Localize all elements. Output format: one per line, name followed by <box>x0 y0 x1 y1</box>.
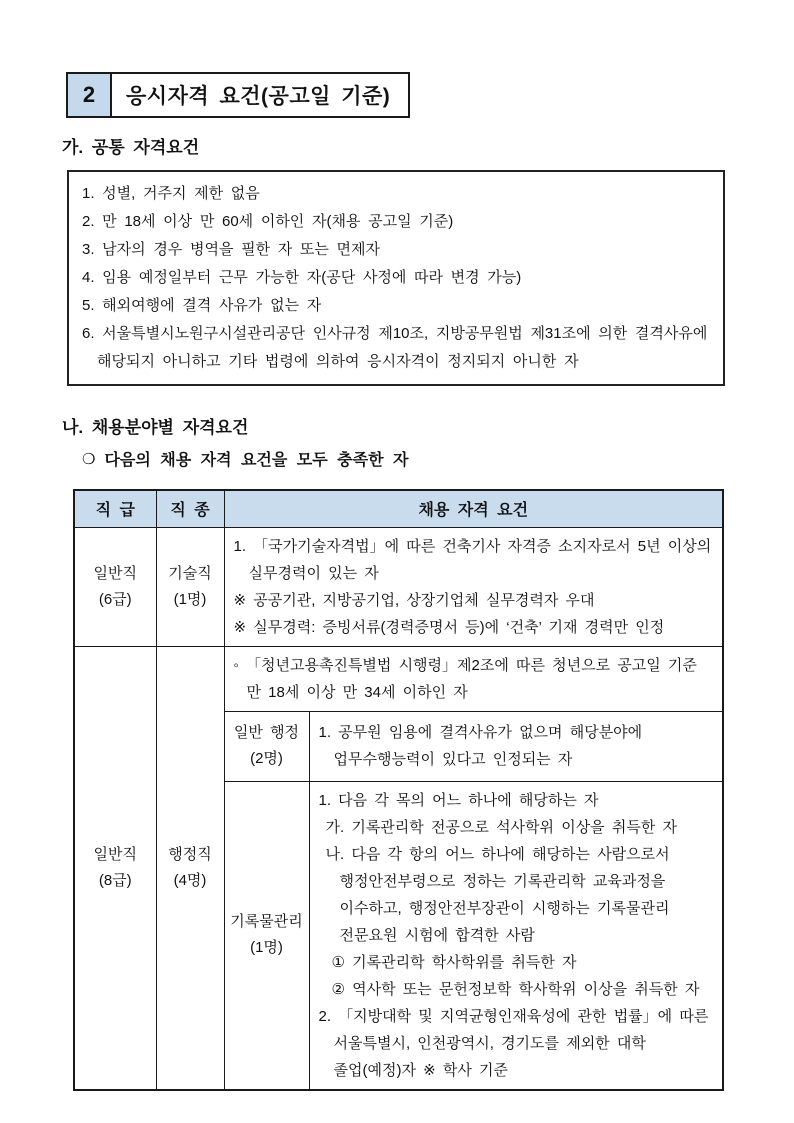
requirements-table <box>73 489 724 1091</box>
heading-field-requirements: 나. 채용분야별 자격요건 <box>62 418 249 437</box>
requirement-line: 2. 「지방대학 및 지역균형인재육성에 관한 법률」에 따른 <box>318 1007 709 1025</box>
requirement-line: 가. 기록관리학 전공으로 석사학위 이상을 취득한 자 <box>325 818 677 836</box>
sub-bullet-line <box>82 447 732 470</box>
grade-cell <box>74 646 156 1090</box>
requirements-cell-youth <box>224 646 723 711</box>
category-sub: (4명) <box>173 871 207 889</box>
section-number-badge: 2 <box>68 74 112 116</box>
requirement-line: 전문요원 시험에 합격한 사람 <box>339 926 535 944</box>
category-sub: (1명) <box>173 590 207 608</box>
sub-bullet-text: 다음의 채용 자격 요건을 모두 충족한 자 <box>104 452 409 469</box>
requirement-line: ① 기록관리학 학사학위를 취득한 자 <box>331 953 577 971</box>
header-category: 직 종 <box>156 490 224 527</box>
requirement-line: 실무경력이 있는 자 <box>248 564 379 582</box>
requirements-cell-general-admin <box>309 711 723 781</box>
requirement-line: 업무수행능력이 있다고 인정되는 자 <box>333 751 573 768</box>
subcategory-cell <box>224 711 309 781</box>
requirements-cell-technical <box>224 527 723 646</box>
requirements-cell-records <box>309 781 723 1090</box>
grade-cell <box>74 527 156 646</box>
requirement-line: ◦ 「청년고용촉진특별법 시행령」제2조에 따른 청년으로 공고일 기준 <box>233 656 697 674</box>
requirement-line: 만 18세 이상 만 34세 이하인 자 <box>246 683 468 701</box>
requirement-line: 1. 성별, 거주지 제한 없음 <box>82 185 260 202</box>
subcategory-name: 일반 행정 <box>233 724 300 741</box>
category-name: 행정직 <box>168 845 212 863</box>
requirement-line: ※ 실무경력: 증빙서류(경력증명서 등)에 ‘건축’ 기재 경력만 인정 <box>233 618 665 636</box>
requirement-line: ※ 공공기관, 지방공기업, 상장기업체 실무경력자 우대 <box>233 591 595 609</box>
grade-name: 일반직 <box>93 564 137 582</box>
grade-sub: (8급) <box>98 871 132 889</box>
requirement-line: 4. 임용 예정일부터 근무 가능한 자(공단 사정에 따라 변경 가능) <box>82 269 522 286</box>
section-title: 응시자격 요건(공고일 기준) <box>126 85 391 108</box>
requirement-line: 이수하고, 행정안전부장관이 시행하는 기록물관리 <box>339 899 670 917</box>
requirement-line: 5. 해외여행에 결격 사유가 없는 자 <box>82 297 322 314</box>
category-cell <box>156 646 224 1090</box>
subcategory-sub: (2명) <box>250 750 283 767</box>
section-header <box>66 72 410 118</box>
requirement-line: 나. 다음 각 항의 어느 하나에 해당하는 사람으로서 <box>325 845 670 863</box>
heading-common-requirements: 가. 공통 자격요건 <box>62 138 200 157</box>
subcategory-sub: (1명) <box>250 939 283 956</box>
subcategory-name: 기록물관리 <box>230 913 303 930</box>
common-requirements-box <box>67 170 725 386</box>
requirement-line: 행정안전부령으로 정하는 기록관리학 교육과정을 <box>339 872 666 890</box>
requirement-line: 졸업(예정)자 ※ 학사 기준 <box>333 1061 508 1079</box>
requirement-line: 1. 다음 각 목의 어느 하나에 해당하는 자 <box>318 791 599 809</box>
subcategory-cell <box>224 781 309 1090</box>
requirement-line-continuation: 해당되지 아니하고 기타 법령에 의하여 응시자격이 정지되지 아니한 자 <box>97 353 579 370</box>
requirement-line: 2. 만 18세 이상 만 60세 이하인 자(채용 공고일 기준) <box>82 213 454 230</box>
category-name: 기술직 <box>168 564 212 582</box>
header-requirements: 채용 자격 요건 <box>224 490 723 527</box>
requirement-line: 1. 공무원 임용에 결격사유가 없으며 해당분야에 <box>318 724 643 741</box>
header-grade: 직 급 <box>74 490 156 527</box>
table-header-row <box>74 490 723 527</box>
requirement-line: 3. 남자의 경우 병역을 필한 자 또는 면제자 <box>82 241 381 258</box>
table-row-youth-condition <box>74 646 723 711</box>
category-cell <box>156 527 224 646</box>
requirement-line: 1. 「국가기술자격법」에 따른 건축기사 자격증 소지자로서 5년 이상의 <box>233 537 712 555</box>
requirement-line: 서울특별시, 인천광역시, 경기도를 제외한 대학 <box>333 1034 646 1052</box>
grade-name: 일반직 <box>93 845 137 863</box>
requirement-line: ② 역사학 또는 문헌정보학 학사학위 이상을 취득한 자 <box>331 980 700 998</box>
grade-sub: (6급) <box>98 590 132 608</box>
table-row-technical <box>74 527 723 646</box>
requirement-line: 6. 서울특별시노원구시설관리공단 인사규정 제10조, 지방공무원법 제31조에 의한 결격사유에 <box>82 325 708 342</box>
circle-bullet-icon: ❍ <box>82 450 96 468</box>
